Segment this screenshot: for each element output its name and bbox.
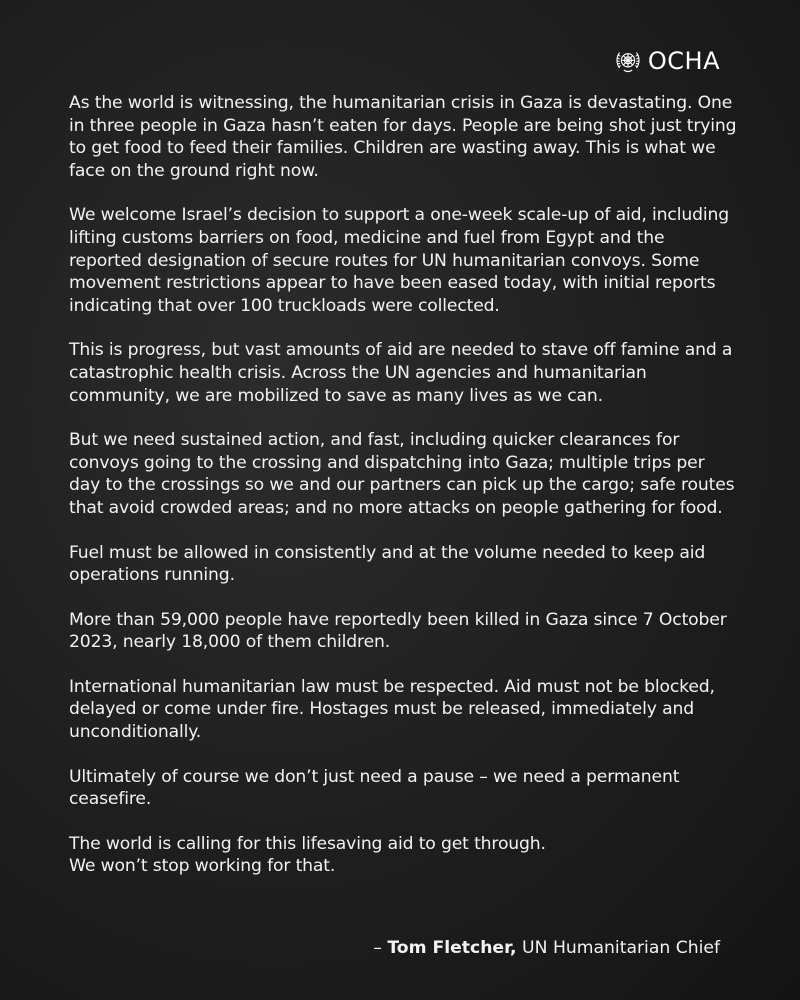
attribution-title: UN Humanitarian Chief xyxy=(516,938,720,958)
ocha-logo xyxy=(614,47,720,75)
paragraph: More than 59,000 people have reportedly been killed in Gaza since 7 October 2023, nearly 18,000 of them children. xyxy=(69,609,727,653)
paragraph: We welcome Israel’s decision to support a one-week scale-up of aid, including lifting customs barriers on food, medicine and fuel from Egypt and the reported designation of secure routes for UN humanitarian convoys. Some movement restrictions appear to have been eased today, with initial reports indicating that over 100 truckloads were collected. xyxy=(69,205,729,316)
attribution-dash: – xyxy=(373,938,388,958)
attribution xyxy=(373,936,720,960)
attribution-name: Tom Fletcher, xyxy=(387,938,517,958)
statement-body xyxy=(69,92,737,900)
paragraph: This is progress, but vast amounts of aid are needed to stave off famine and a catastrophic health crisis. Across the UN agencies and humanitarian community, we are mobilized to save as many lives as we can. xyxy=(69,340,733,406)
paragraph: Ultimately of course we don’t just need a pause – we need a permanent ceasefire. xyxy=(69,766,680,810)
paragraph: Fuel must be allowed in consistently and at the volume needed to keep aid operations running. xyxy=(69,542,706,586)
paragraph: International humanitarian law must be respected. Aid must not be blocked, delayed or come under fire. Hostages must be released, immediately and unconditionally. xyxy=(69,676,715,743)
paragraph: The world is calling for this lifesaving aid to get through. We won’t stop working for that. xyxy=(69,833,546,877)
paragraph: As the world is witnessing, the humanitarian crisis in Gaza is devastating. One in three people in Gaza hasn’t eaten for days. People are being shot just trying to get food to feed their families. Children are wasting away. This is what we face on the ground right now. xyxy=(69,93,737,181)
paragraph: But we need sustained action, and fast, including quicker clearances for convoys going to the crossing and dispatching into Gaza; multiple trips per day to the crossings so we and our partners can pick up the cargo; safe routes that avoid crowded areas; and no more attacks on people gathering for food. xyxy=(69,430,735,518)
un-emblem-icon xyxy=(614,47,642,75)
logo-text: OCHA xyxy=(647,47,720,75)
